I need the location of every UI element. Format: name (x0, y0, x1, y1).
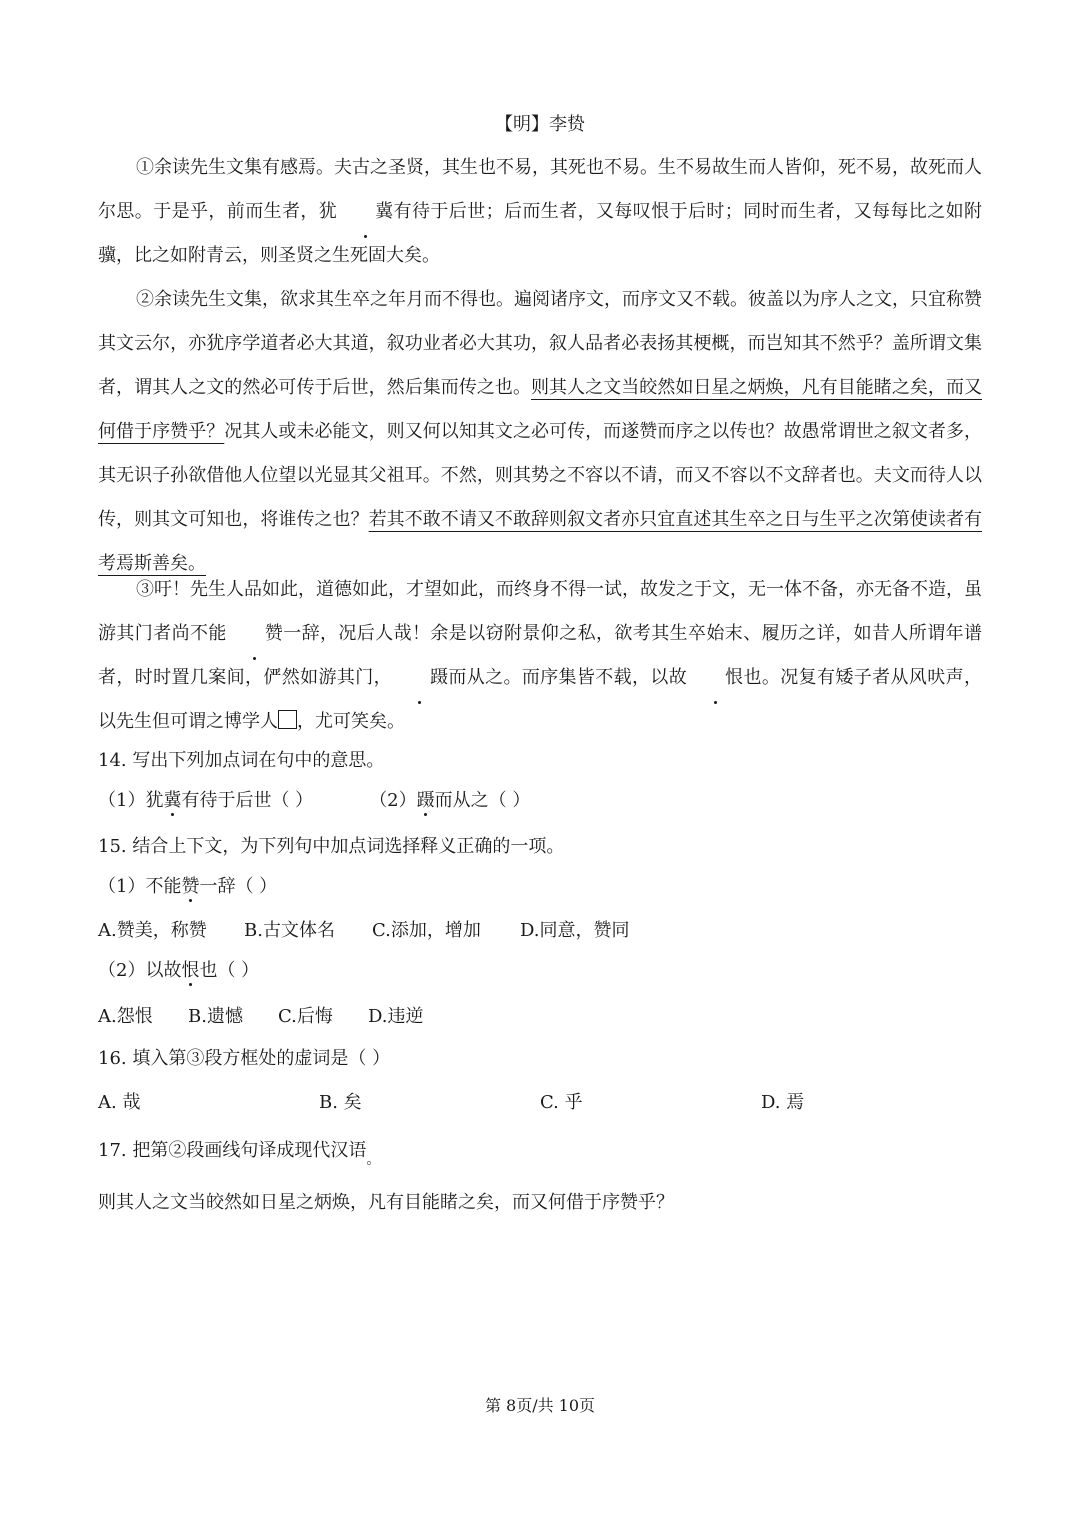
q15-item2-post: 也（ ） (199, 960, 260, 981)
dotted-word: 恨 (687, 656, 743, 700)
p3-text-a: ③吁！先生人品如此，道德如此，才望如此，而终身不得一试，故发之于文，无一体不备，亦无备不造，虽游其门者尚不能 (98, 579, 982, 644)
q15-2-option-b: B.遗憾 (188, 1006, 243, 1027)
p2-text-b: 况其人或未必能文，则又何以知其文之必可传，而遂赞而序之以传也？故愚常谓世之叙文者多，其无识子孙欲借他人位望以光显其父祖耳。不然，则其势之不容以不请，而又不容以不文辞者也。夫文而待人以传，则其文可知也，将谁传之也？ (98, 421, 983, 530)
p3-text-c: 而从之。而序集皆不载，以故 (447, 667, 688, 688)
q17-stem (98, 1136, 381, 1168)
q15-item2 (98, 956, 259, 982)
q16-stem: 16. 填入第③段方框处的虚词是（ ） (98, 1048, 391, 1069)
paragraph-1 (98, 146, 982, 278)
q15-options-2 (98, 1002, 982, 1028)
p2-text-a: ②余读先生文集，欲求其生卒之年月而不得也。遍阅诸序文，而序文又不载。彼盖以为序人之文，只宜称赞其文云尔，亦犹序学道者必大其道，叙功业者必大其功，叙人品者必表扬其梗概，而岂知其不然乎？盖所谓文集者，谓其人之文的然必可传于后世，然后集而传之也。 (98, 289, 982, 398)
q15-2-option-c: C.后悔 (278, 1006, 333, 1027)
q17-stem-text: 17. 把第②段画线句译成现代汉语 (98, 1140, 367, 1161)
dotted-word: 冀 (163, 786, 181, 812)
q16-options (98, 1088, 982, 1114)
p3-text-b: 一辞，况后人哉！余是以窃附景仰之私，欲考其生卒始末、履历之详，如昔人所谓年谱者，时时置几案间，俨然如游其门， (98, 623, 983, 688)
q14-item1-post: 有待于后世（ ） (181, 790, 314, 811)
p3-text-d: 也。况复有矮子者从风吠声，以先生但可谓之博学人 (98, 667, 983, 732)
dotted-word: 赞 (227, 612, 283, 656)
author-heading: 【明】李贽 (495, 114, 585, 135)
paragraph-3 (98, 568, 982, 744)
q15-2-option-d: D.违逆 (368, 1006, 424, 1027)
q15-item1-pre: （1）不能 (98, 876, 182, 897)
q15-stem: 15. 结合上下文，为下列句中加点词选择释义正确的一项。 (98, 836, 565, 857)
page-footer: 第 8页/共 10页 (484, 1396, 596, 1415)
q17-sentence: 则其人之文当皎然如日星之炳焕，凡有目能睹之矣，而又何借于序赞乎？ (98, 1192, 674, 1213)
q15-2-option-a: A.怨恨 (98, 1006, 153, 1027)
q15-item1 (98, 872, 277, 898)
q17-mark: 。 (366, 1152, 381, 1168)
q14-stem: 14. 写出下列加点词在句中的意思。 (98, 750, 385, 771)
dotted-word: 恨 (181, 956, 199, 982)
q15-item2-pre: （2）以故 (98, 960, 182, 981)
underlined-sentence-1: 则其人之文当皎然如日星之炳焕，凡有目能睹之矣，而又何借于序赞乎？ (98, 377, 982, 442)
paragraph-2 (98, 278, 982, 586)
q15-1-option-d: D.同意，赞同 (520, 920, 630, 941)
q15-options-1 (98, 916, 982, 942)
q14-items (98, 786, 530, 812)
q14-item2-pre: （2） (369, 790, 417, 811)
dotted-word: 蹑 (417, 786, 435, 812)
p1-text-a: ①余读先生文集有感焉。夫古之圣贤，其生也不易，其死也不易。生不易故生而人皆仰，死不易，故死而人尔思。于是乎，前而生者，犹 (98, 157, 982, 222)
underlined-sentence-2: 若其不敢不请又不敢辞则叙文者亦只宜直述其生卒之日与生平之次第使读者有考焉斯善矣。 (98, 509, 982, 574)
dotted-word: 蹑 (392, 656, 448, 700)
q15-item1-post: 一辞（ ） (199, 876, 278, 897)
q16-option-b: B. 矣 (319, 1092, 362, 1113)
p3-text-e: ，尤可笑矣。 (297, 711, 405, 732)
dotted-word: 冀 (337, 190, 393, 234)
q15-1-option-b: B.古文体名 (244, 920, 335, 941)
blank-box (278, 710, 297, 729)
q16-option-a: A. 哉 (98, 1092, 141, 1113)
q15-1-option-c: C.添加，增加 (372, 920, 481, 941)
p1-text-b: 有待于后世；后而生者，又每叹恨于后时；同时而生者，又每每比之如附骥，比之如附青云，则圣贤之生死固大矣。 (98, 201, 982, 266)
dotted-word: 赞 (181, 872, 199, 898)
q16-option-d: D. 焉 (761, 1092, 805, 1113)
q16-option-c: C. 乎 (540, 1092, 583, 1113)
q14-item2-post: 而从之（ ） (434, 790, 531, 811)
q14-item1-pre: （1）犹 (98, 790, 164, 811)
q15-1-option-a: A.赞美，称赞 (98, 920, 207, 941)
